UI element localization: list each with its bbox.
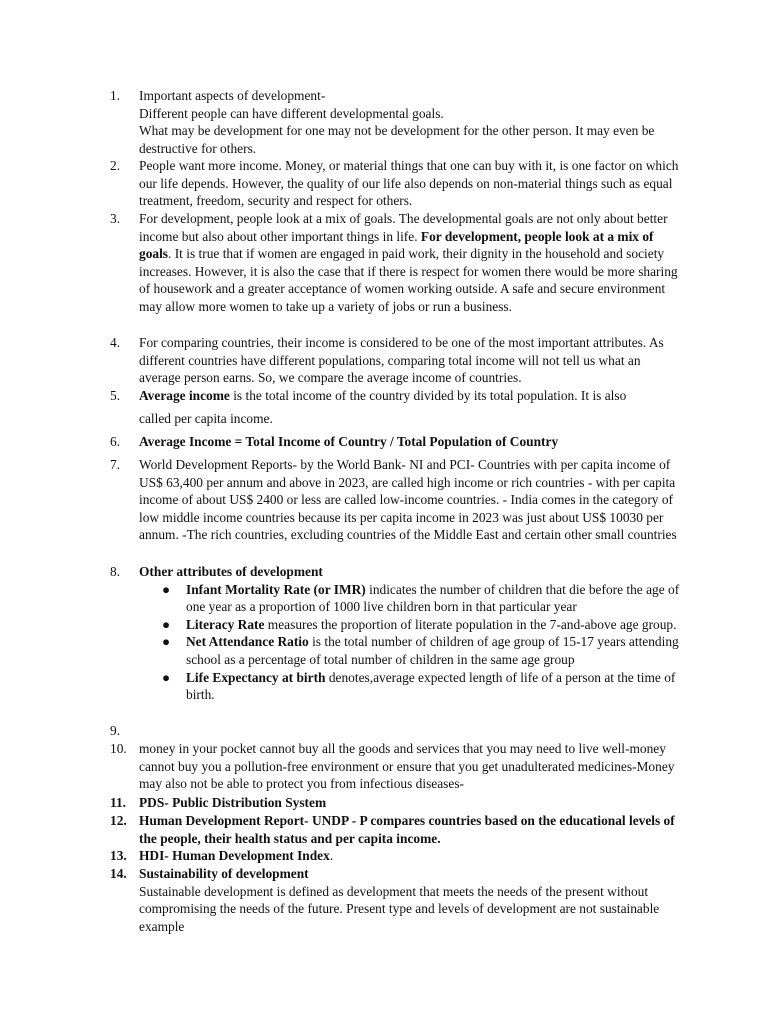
item-number: 7.: [110, 457, 121, 472]
bullet-term: Infant Mortality Rate (or IMR): [186, 581, 366, 597]
list-item-7: [110, 456, 685, 544]
list-item-3: [110, 210, 685, 316]
list-item-10: [110, 740, 685, 793]
item-number: 12.: [110, 813, 127, 828]
bullet-dot: ●: [162, 669, 171, 685]
item-number: 4.: [110, 335, 121, 350]
item-line: What may be development for one may not be development for the other person. It may even be destructive for others.: [139, 123, 655, 156]
item-text: People want more income. Money, or material things that one can buy with it, is one factor on which our life depends. However, the quality of our life also depends on non-material things such as equal treatment, freedom, security and respect for others.: [139, 158, 679, 209]
item-heading: Human Development Report- UNDP - P compares countries based on the educational levels of the people, their health status and per capita income.: [139, 813, 675, 846]
item-title: Other attributes of development: [139, 564, 323, 579]
bullet-dot: ●: [162, 581, 171, 597]
bullet-text: is the total number of children of age group of 15-17 years attending school as a percentage of total number of children in the same age group: [186, 634, 679, 667]
list-item-12: [110, 812, 685, 847]
formula: Average Income = Total Income of Country / Total Population of Country: [139, 434, 559, 449]
item-text: money in your pocket cannot buy all the goods and services that you may need to live well-money cannot buy you a pollution-free environment or ensure that you get unadulterated medicines-Money may also not be able to protect you from infectious diseases-: [139, 741, 675, 792]
bullet-term: Net Attendance Ratio: [186, 634, 309, 650]
item-number: 3.: [110, 211, 121, 226]
item-title: Sustainability of development: [139, 866, 309, 881]
item-text: [139, 210, 685, 316]
bullet-text: denotes,average expected length of life of a person at the time of birth.: [186, 669, 676, 703]
list-item-1: [110, 87, 685, 157]
item-number: 14.: [110, 866, 127, 881]
text-run: For development, people look at a mix of goals. The developmental goals are not only about better income but also about other important things in life.: [139, 211, 668, 244]
item-number: 1.: [110, 88, 121, 103]
bullet-term: Life Expectancy at birth: [186, 669, 326, 685]
bold-phrase: For development, people look at a mix of goals: [139, 228, 654, 262]
bold-term: Average income: [139, 388, 230, 403]
list-item-14: [110, 865, 685, 935]
text-run: .: [329, 848, 334, 863]
bullet-item: [139, 669, 685, 704]
list-item-11: [110, 794, 685, 812]
bullet-item: [139, 616, 685, 634]
list-item-13: [110, 847, 685, 865]
item-line: Different people can have different developmental goals.: [139, 105, 444, 121]
bullet-item: [139, 633, 685, 668]
item-number: 2.: [110, 158, 121, 173]
text-run: is the total income of the country divided by its total population. It is also: [229, 388, 627, 403]
bullet-item: [139, 581, 685, 616]
item-text: [139, 387, 685, 405]
list-item-4: [110, 334, 685, 387]
item-title: Important aspects of development-: [139, 88, 326, 103]
list-item-2: [110, 157, 685, 210]
item-heading: PDS- Public Distribution System: [139, 795, 327, 810]
bullet-text: measures the proportion of literate population in the 7-and-above age group.: [264, 616, 677, 632]
bullet-list: [139, 581, 685, 704]
item-number: 11.: [110, 795, 126, 810]
item-text: For comparing countries, their income is considered to be one of the most important attributes. As different countries have different populations, comparing total income will not tell us what an average person earns. So, we compare the average income of countries.: [139, 335, 664, 386]
item-number: 5.: [110, 388, 121, 403]
item-text: Sustainable development is defined as development that meets the needs of the present without compromising the needs of the future. Present type and levels of development are not sustainable example: [139, 883, 660, 934]
item-heading: HDI- Human Development Index: [139, 848, 330, 863]
bullet-text: indicates the number of children that die before the age of one year as a proportion of 1000 live children born in that particular year: [186, 581, 680, 615]
item-number: 10.: [110, 741, 127, 756]
item-text: World Development Reports- by the World Bank- NI and PCI- Countries with per capita income of US$ 63,400 per annum and above in 2023, are called high income or rich countries - with per capita income of about US$ 2400 or less are called low-income countries. - India comes in the category of low middle income countries because its per capita income in 2023 was just about US$ 10030 per annum. -The rich countries, excluding countries of the Middle East and certain other small countries: [139, 457, 677, 543]
item-number: 8.: [110, 564, 121, 579]
item-number: 6.: [110, 434, 121, 449]
item-line: called per capita income.: [139, 410, 273, 426]
list-item-5: [110, 387, 685, 427]
item-number: 13.: [110, 848, 127, 863]
text-run: . It is true that if women are engaged in paid work, their dignity in the household and society increases. However, it is also the case that if there is respect for women there would be more sharing of housework and a greater acceptance of women working outside. A safe and secure environment may allow more women to take up a variety of jobs or run a business.: [139, 246, 678, 314]
bullet-term: Literacy Rate: [186, 616, 265, 632]
list-item-6: [110, 433, 685, 451]
bullet-dot: ●: [162, 634, 171, 650]
item-number: 9.: [110, 723, 121, 738]
bullet-dot: ●: [162, 616, 171, 632]
list-item-8: [110, 563, 685, 704]
